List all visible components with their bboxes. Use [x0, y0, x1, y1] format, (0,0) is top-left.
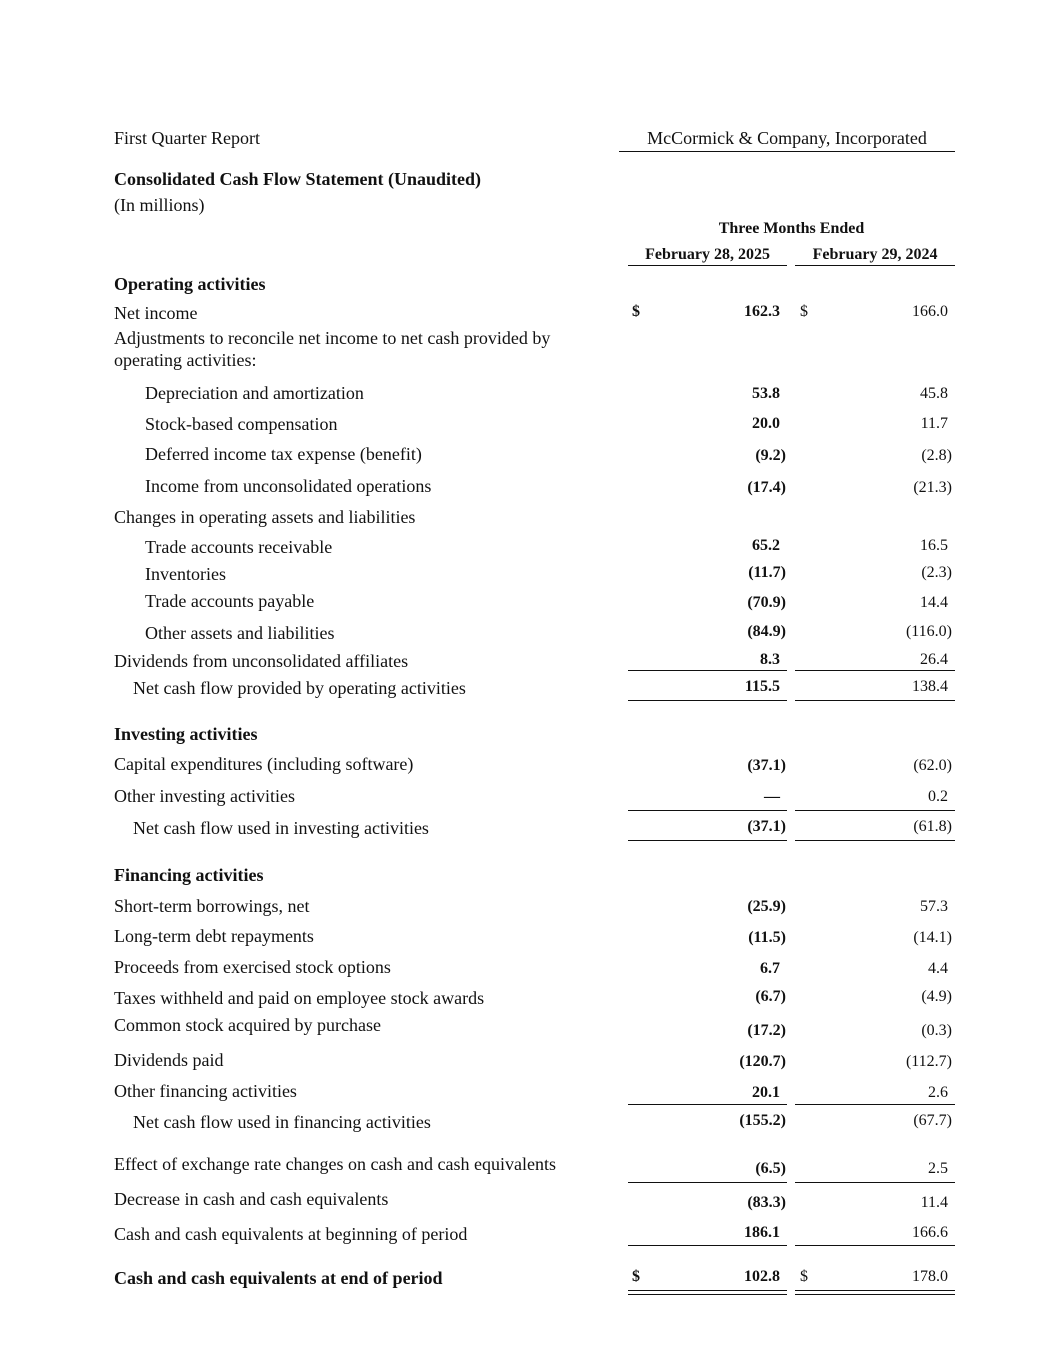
table-row-taxes-withheld — [0, 988, 1055, 1014]
value-prior-period: (62.0) — [913, 757, 952, 774]
subtotal-rule — [628, 670, 787, 671]
value-current-period: 115.5 — [744, 678, 780, 695]
subtotal-rule — [628, 810, 787, 811]
subtotal-rule — [795, 810, 955, 811]
row-label: Other financing activities — [114, 1081, 297, 1101]
value-current-period: (6.5) — [755, 1160, 786, 1177]
section-heading-operating — [0, 274, 1055, 300]
table-row-long-term — [0, 926, 1055, 952]
table-row-stock-purchase — [0, 1015, 1055, 1041]
value-prior-period: (67.7) — [913, 1112, 952, 1129]
changes-label — [0, 507, 1055, 533]
table-row-other-assets — [0, 623, 1055, 649]
value-current-period: (11.5) — [748, 929, 786, 946]
table-row-dividends-affiliates — [0, 651, 1055, 677]
row-label: Adjustments to reconcile net income to net cash provided by — [114, 328, 551, 348]
adjustments-label-cont — [0, 350, 1055, 376]
column-header-current: February 28, 2025 — [628, 246, 787, 266]
value-current-period: (9.2) — [755, 447, 786, 464]
table-row-stock-comp — [0, 414, 1055, 440]
value-current-period: 8.3 — [760, 651, 780, 668]
value-prior-period: 178.0 — [912, 1268, 948, 1285]
value-prior-period: 14.4 — [920, 594, 948, 611]
table-row-inventories — [0, 564, 1055, 590]
row-label: Changes in operating assets and liabilities — [114, 507, 416, 527]
table-row-capex — [0, 754, 1055, 780]
value-prior-period: (21.3) — [913, 479, 952, 496]
subtotal-rule — [795, 1104, 955, 1105]
value-current-period: (6.7) — [755, 988, 786, 1005]
subtotal-rule — [628, 1104, 787, 1105]
grand-total-double-rule — [628, 1290, 787, 1295]
dollar-sign: $ — [800, 1268, 808, 1285]
grand-total-double-rule — [795, 1290, 955, 1295]
company-name: McCormick & Company, Incorporated — [619, 128, 955, 152]
row-label: Deferred income tax expense (benefit) — [145, 444, 422, 464]
table-row-depreciation — [0, 383, 1055, 409]
row-label: Net cash flow used in financing activities — [133, 1112, 431, 1132]
value-prior-period: 166.0 — [912, 303, 948, 320]
value-prior-period: 4.4 — [928, 960, 948, 977]
row-label: Inventories — [145, 564, 226, 584]
row-label: Common stock acquired by purchase — [114, 1015, 381, 1035]
value-prior-period: (112.7) — [905, 1053, 952, 1070]
table-row-deferred-tax — [0, 444, 1055, 470]
value-current-period: 20.1 — [752, 1084, 780, 1101]
row-label: Decrease in cash and cash equivalents — [114, 1189, 389, 1209]
row-label: Investing activities — [114, 724, 258, 744]
value-prior-period: 26.4 — [920, 651, 948, 668]
row-label: Income from unconsolidated operations — [145, 476, 432, 496]
value-prior-period: (0.3) — [921, 1022, 952, 1039]
value-current-period: (11.7) — [748, 564, 786, 581]
row-label: Dividends from unconsolidated affiliates — [114, 651, 409, 671]
value-current-period: (37.1) — [747, 818, 786, 835]
row-label: Proceeds from exercised stock options — [114, 957, 391, 977]
total-rule — [628, 700, 787, 701]
value-current-period: (70.9) — [747, 594, 786, 611]
value-current-period: 102.8 — [744, 1268, 780, 1285]
value-current-period: (17.2) — [747, 1022, 786, 1039]
value-current-period: (17.4) — [747, 479, 786, 496]
value-prior-period: 0.2 — [928, 788, 948, 805]
row-label: Taxes withheld and paid on employee stock awards — [114, 988, 485, 1008]
table-row-other-investing — [0, 786, 1055, 812]
value-current-period: 65.2 — [752, 537, 780, 554]
row-label: Net cash flow used in investing activities — [133, 818, 429, 838]
value-current-period: 186.1 — [744, 1224, 780, 1241]
value-current-period: (83.3) — [747, 1194, 786, 1211]
value-prior-period: (2.3) — [921, 564, 952, 581]
row-label: Trade accounts payable — [145, 591, 315, 611]
row-label: Capital expenditures (including software) — [114, 754, 414, 774]
subtotal-rule — [795, 1182, 955, 1183]
value-prior-period: 2.6 — [928, 1084, 948, 1101]
value-current-period: 20.0 — [752, 415, 780, 432]
row-label: Operating activities — [114, 274, 266, 294]
subtotal-rule — [628, 1182, 787, 1183]
subtotal-rule — [628, 1245, 787, 1246]
value-prior-period: (4.9) — [921, 988, 952, 1005]
subtotal-rule — [795, 1245, 955, 1246]
total-rule — [795, 700, 955, 701]
table-row-receivable — [0, 537, 1055, 563]
value-prior-period: 45.8 — [920, 385, 948, 402]
row-label: Dividends paid — [114, 1050, 224, 1070]
value-prior-period: (2.8) — [921, 447, 952, 464]
dollar-sign: $ — [632, 303, 640, 320]
table-row-net-income — [0, 303, 1055, 329]
subtotal-rule — [795, 670, 955, 671]
value-current-period: — — [764, 788, 780, 805]
row-label: Depreciation and amortization — [145, 383, 364, 403]
dollar-sign: $ — [632, 1268, 640, 1285]
section-heading-investing — [0, 724, 1055, 750]
column-header-prior: February 29, 2024 — [795, 246, 955, 266]
value-current-period: (84.9) — [747, 623, 786, 640]
section-heading-financing — [0, 865, 1055, 891]
total-rule — [628, 840, 787, 841]
value-prior-period: 166.6 — [912, 1224, 948, 1241]
table-row-fx-effect — [0, 1154, 1055, 1180]
row-label: Trade accounts receivable — [145, 537, 333, 557]
row-label: Net income — [114, 303, 198, 323]
table-row-short-term — [0, 896, 1055, 922]
row-label: Other assets and liabilities — [145, 623, 335, 643]
value-prior-period: 2.5 — [928, 1160, 948, 1177]
value-prior-period: 16.5 — [920, 537, 948, 554]
value-current-period: 53.8 — [752, 385, 780, 402]
row-label: Financing activities — [114, 865, 264, 885]
row-label: Effect of exchange rate changes on cash and cash equivalents — [114, 1154, 556, 1174]
row-label: Short-term borrowings, net — [114, 896, 310, 916]
statement-units: (In millions) — [114, 195, 205, 215]
row-label: Cash and cash equivalents at end of period — [114, 1268, 443, 1288]
value-prior-period: 11.7 — [920, 415, 948, 432]
table-row-cash-change — [0, 1189, 1055, 1215]
row-label: Other investing activities — [114, 786, 295, 806]
table-row-unconsolidated — [0, 476, 1055, 502]
row-label: Long-term debt repayments — [114, 926, 314, 946]
value-current-period: 6.7 — [760, 960, 780, 977]
value-current-period: 162.3 — [744, 303, 780, 320]
row-label: Stock-based compensation — [145, 414, 338, 434]
row-label: Cash and cash equivalents at beginning of period — [114, 1224, 468, 1244]
total-rule — [795, 840, 955, 841]
value-current-period: (25.9) — [747, 898, 786, 915]
row-label: operating activities: — [114, 350, 257, 370]
dollar-sign: $ — [800, 303, 808, 320]
table-row-stock-options — [0, 957, 1055, 983]
statement-title: Consolidated Cash Flow Statement (Unaudited) — [114, 169, 482, 189]
value-current-period: (120.7) — [739, 1053, 786, 1070]
value-prior-period: (61.8) — [913, 818, 952, 835]
value-prior-period: 11.4 — [920, 1194, 948, 1211]
table-row-net-financing — [0, 1112, 1055, 1138]
table-row-payable — [0, 591, 1055, 617]
value-current-period: (37.1) — [747, 757, 786, 774]
value-prior-period: (14.1) — [913, 929, 952, 946]
value-prior-period: (116.0) — [905, 623, 952, 640]
table-row-dividends-paid — [0, 1050, 1055, 1076]
report-title: First Quarter Report — [114, 128, 260, 148]
value-prior-period: 57.3 — [920, 898, 948, 915]
value-current-period: (155.2) — [739, 1112, 786, 1129]
table-row-cash-beginning — [0, 1224, 1055, 1250]
value-prior-period: 138.4 — [912, 678, 948, 695]
period-label: Three Months Ended — [718, 220, 865, 237]
row-label: Net cash flow provided by operating activities — [133, 678, 466, 698]
